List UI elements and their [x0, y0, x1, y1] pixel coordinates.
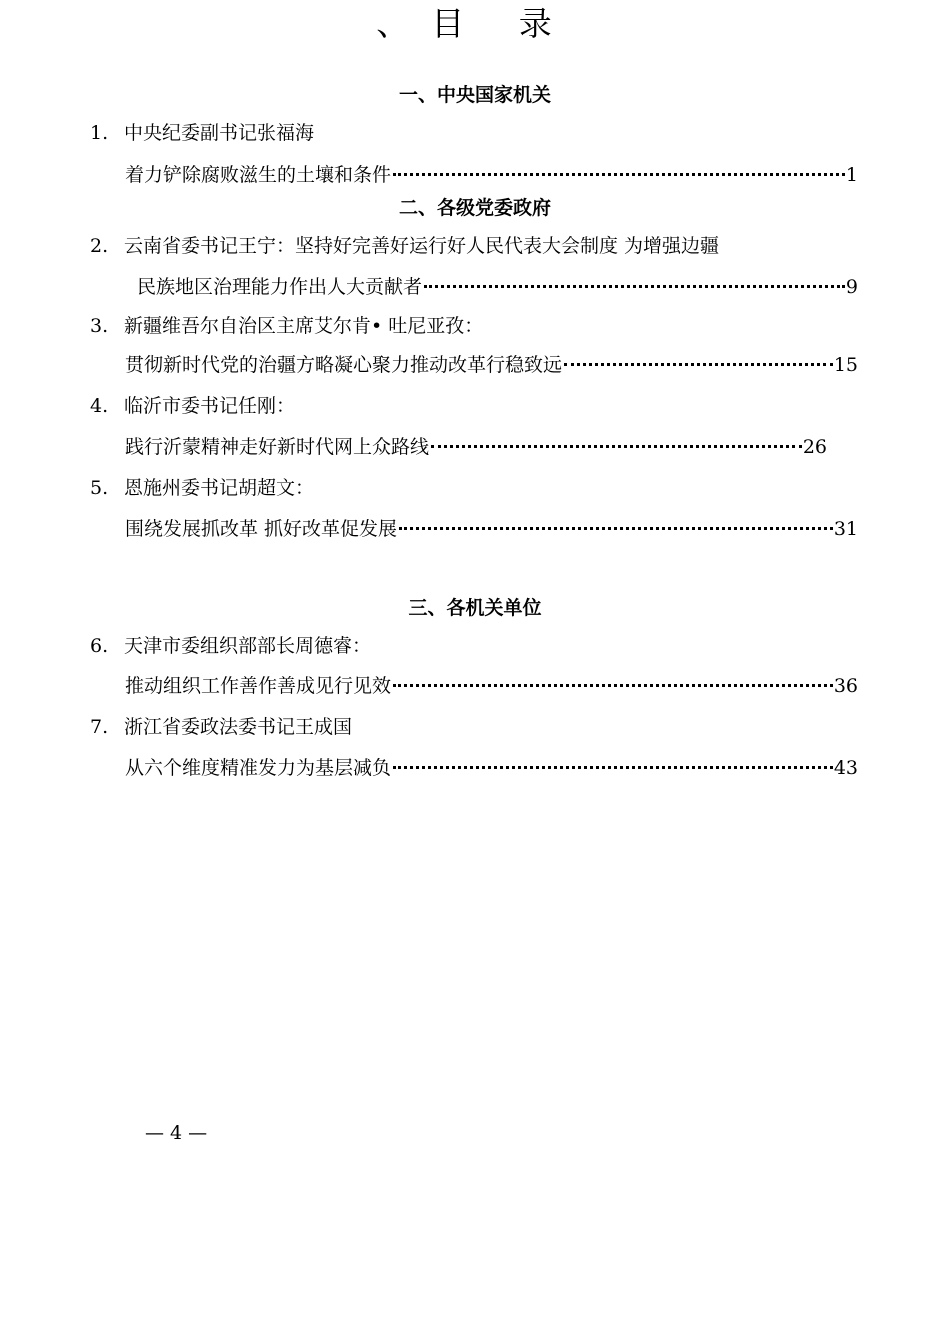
- entry-author-text: 中央纪委副书记张福海: [124, 122, 315, 144]
- entry-page-number: 43: [833, 757, 858, 779]
- toc-entry-title[interactable]: [125, 352, 858, 378]
- leader-dots: [399, 527, 833, 530]
- toc-entry-author: [90, 633, 371, 659]
- entry-title-text: 推动组织工作善作善成见行见效: [125, 675, 392, 697]
- section-heading-central: 一、中央国家机关: [398, 84, 551, 106]
- toc-entry-title[interactable]: [137, 274, 858, 300]
- entry-number: 1.: [90, 122, 109, 144]
- entry-author-text: 浙江省委政法委书记王成国: [124, 716, 353, 738]
- entry-title-text: 贯彻新时代党的治疆方略凝心聚力推动改革行稳致远: [125, 354, 563, 376]
- section-heading-agencies: 三、各机关单位: [408, 597, 542, 619]
- entry-page-number: 9: [845, 276, 858, 298]
- entry-page-number: 31: [833, 518, 858, 540]
- entry-title-text: 围绕发展抓改革 抓好改革促发展: [125, 518, 398, 540]
- toc-entry-author: [90, 714, 352, 740]
- toc-entry-author: [90, 313, 483, 339]
- leader-dots: [424, 285, 845, 288]
- entry-number: 6.: [90, 635, 109, 657]
- entry-page-number: 26: [802, 436, 827, 458]
- entry-title-text: 着力铲除腐败滋生的土壤和条件: [125, 164, 392, 186]
- entry-number: 4.: [90, 395, 109, 417]
- entry-title-text: 从六个维度精准发力为基层减负: [125, 757, 392, 779]
- leader-dots: [564, 363, 833, 366]
- toc-entry-author: [90, 393, 295, 419]
- entry-author-text: 新疆维吾尔自治区主席艾尔肯• 吐尼亚孜：: [124, 315, 484, 337]
- toc-entry-author: [90, 233, 719, 259]
- entry-number: 2.: [90, 235, 109, 257]
- entry-page-number: 1: [845, 164, 858, 186]
- entry-number: 7.: [90, 716, 109, 738]
- entry-page-number: 15: [833, 354, 858, 376]
- section-heading-party-government: 二、各级党委政府: [398, 197, 551, 219]
- entry-author-text: 云南省委书记王宁：坚持好完善好运行好人民代表大会制度 为增强边疆: [124, 235, 720, 257]
- entry-author-text: 临沂市委书记任刚：: [124, 395, 296, 417]
- entry-author-text: 天津市委组织部部长周德睿：: [124, 635, 372, 657]
- entry-title-text: 民族地区治理能力作出人大贡献者: [137, 276, 423, 298]
- leader-dots: [431, 445, 802, 448]
- toc-entry-title[interactable]: [125, 434, 827, 460]
- entry-title-text: 践行沂蒙精神走好新时代网上众路线: [125, 436, 430, 458]
- toc-entry-author: [90, 475, 314, 501]
- leader-dots: [393, 766, 833, 769]
- toc-entry-author: [90, 120, 314, 146]
- entry-number: 3.: [90, 315, 109, 337]
- leader-dots: [393, 684, 833, 687]
- toc-entry-title[interactable]: [125, 516, 858, 542]
- toc-entry-title[interactable]: [125, 162, 858, 188]
- page-title: 、目 录: [376, 4, 574, 43]
- entry-number: 5.: [90, 477, 109, 499]
- page-footer-number: — 4 —: [145, 1122, 208, 1144]
- entry-author-text: 恩施州委书记胡超文：: [124, 477, 315, 499]
- toc-entry-title[interactable]: [125, 755, 858, 781]
- leader-dots: [393, 173, 845, 176]
- entry-page-number: 36: [833, 675, 858, 697]
- toc-entry-title[interactable]: [125, 673, 858, 699]
